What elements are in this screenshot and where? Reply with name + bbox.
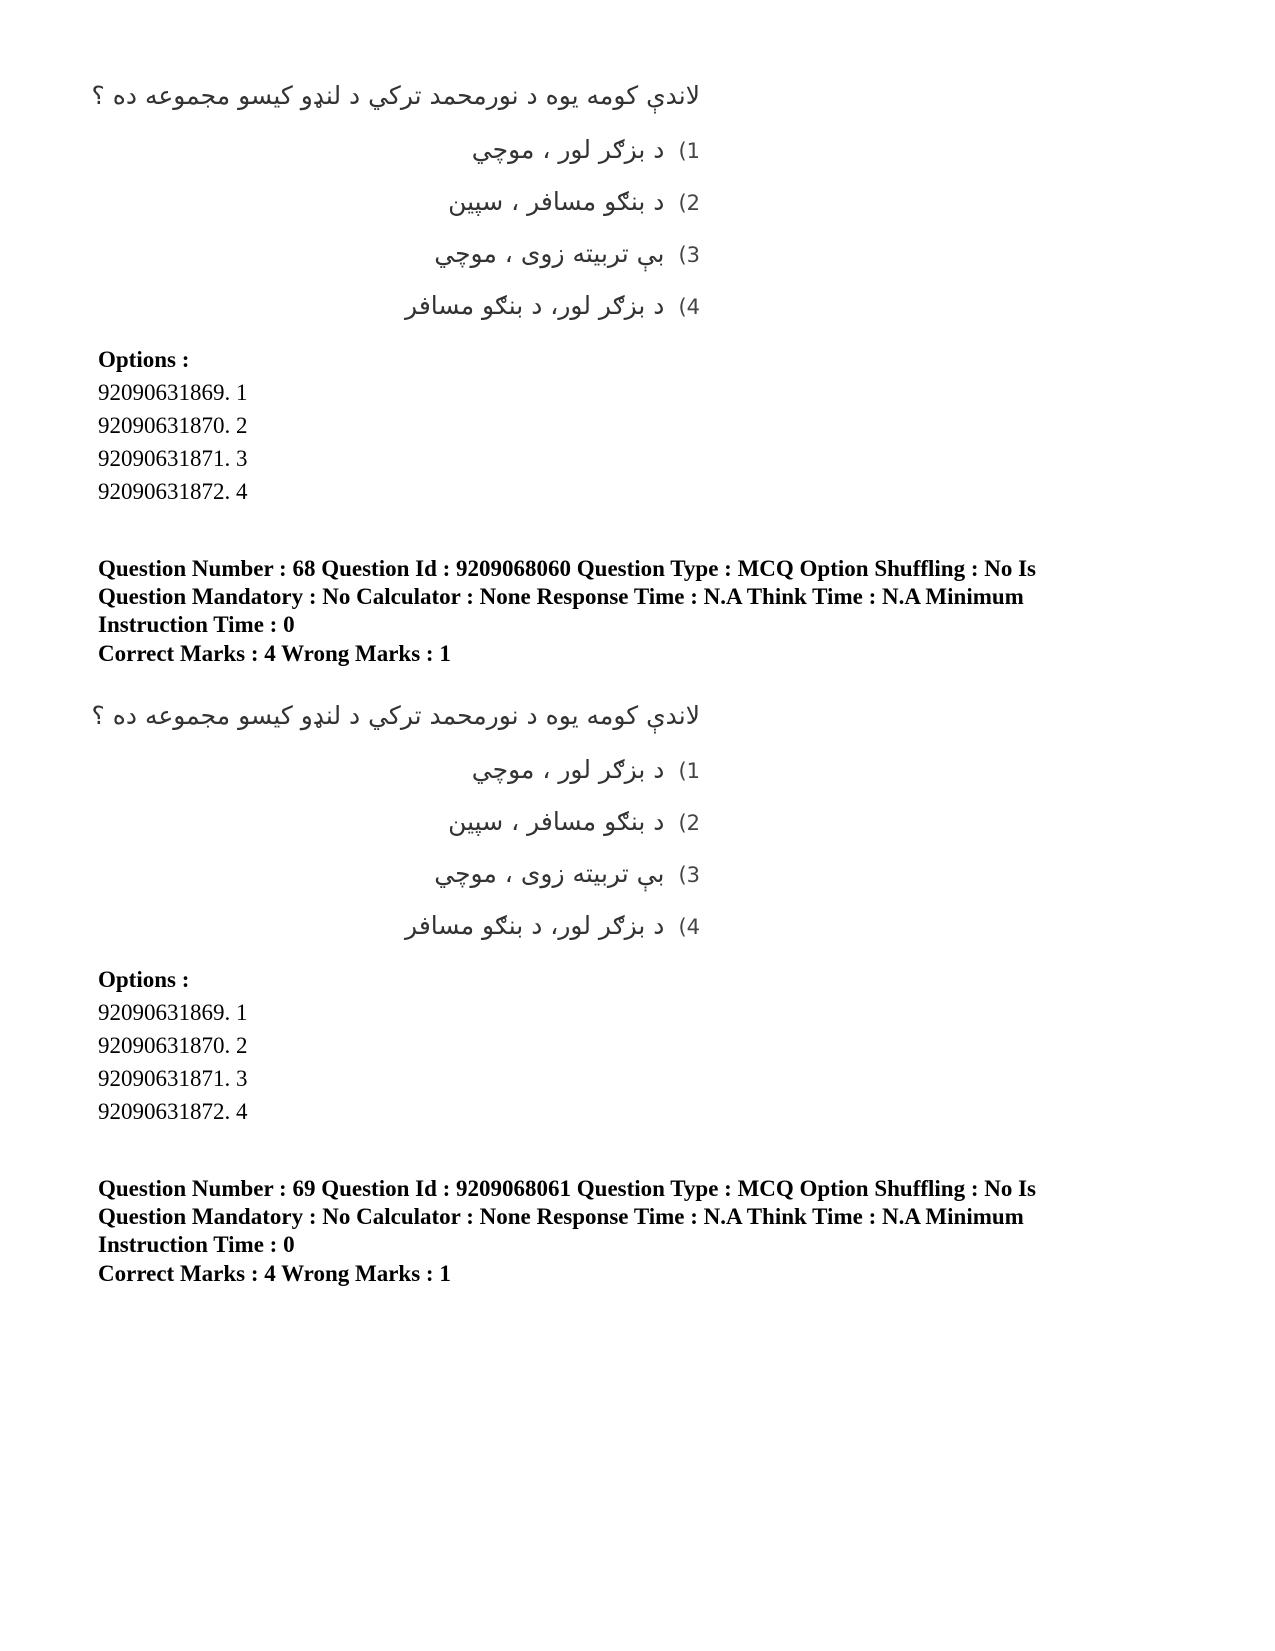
options-label: Options : (98, 347, 190, 372)
question-marks: Correct Marks : 4 Wrong Marks : 1 (98, 1261, 451, 1286)
choice-text: بې تربیته زوی ، موچي (434, 859, 665, 888)
option-item: 92090631872. 4 (98, 1099, 248, 1124)
option-item: 92090631870. 2 (98, 1033, 248, 1058)
choice-number: (2 (678, 191, 700, 215)
question-choice (300, 802, 700, 842)
choice-number: (3 (678, 243, 700, 267)
question-choice (300, 234, 700, 274)
choice-text: د بزګر لور ، موچي (471, 135, 665, 164)
choice-text: د بزګر لور، د بنګو مسافر (405, 291, 665, 320)
question-stem: لاندې کومه یوه د نورمحمد ترکي د لنډو کیسو مجموعه ده ؟ (91, 701, 700, 730)
question-choice (300, 854, 700, 894)
question-stem: لاندې کومه یوه د نورمحمد ترکي د لنډو کیسو مجموعه ده ؟ (91, 81, 700, 110)
question-meta: Question Number : 69 Question Id : 9209068061 Question Type : MCQ Option Shuffling : No Is Question Mandatory : No Calculator : None Response Time : N.A Think Time : N.A Minimum Instruction Time : 0 (98, 1176, 1037, 1257)
option-item: 92090631871. 3 (98, 446, 248, 471)
question-choice (300, 130, 700, 170)
choice-number: (3 (678, 863, 700, 887)
choice-text: د بزګر لور ، موچي (471, 755, 665, 784)
choice-text: بې تربیته زوی ، موچي (434, 239, 665, 268)
question-image (91, 78, 720, 338)
choice-number: (1 (678, 139, 700, 163)
option-item: 92090631870. 2 (98, 413, 248, 438)
option-item: 92090631871. 3 (98, 1066, 248, 1091)
question-meta: Question Number : 68 Question Id : 9209068060 Question Type : MCQ Option Shuffling : No Is Question Mandatory : No Calculator : None Response Time : N.A Think Time : N.A Minimum Instruction Time : 0 (98, 556, 1037, 637)
choice-number: (4 (678, 295, 700, 319)
choice-text: د بنګو مسافر ، سپین (448, 807, 665, 836)
question-image (91, 698, 720, 958)
choice-number: (2 (678, 811, 700, 835)
question-choice (300, 906, 700, 946)
options-label: Options : (98, 967, 190, 992)
question-choice (300, 286, 700, 326)
option-item: 92090631872. 4 (98, 479, 248, 504)
option-item: 92090631869. 1 (98, 380, 248, 405)
question-marks: Correct Marks : 4 Wrong Marks : 1 (98, 641, 451, 666)
choice-number: (4 (678, 915, 700, 939)
question-choice (300, 182, 700, 222)
question-choice (300, 750, 700, 790)
choice-text: د بزګر لور، د بنګو مسافر (405, 911, 665, 940)
choice-number: (1 (678, 759, 700, 783)
choice-text: د بنګو مسافر ، سپین (448, 187, 665, 216)
option-item: 92090631869. 1 (98, 1000, 248, 1025)
